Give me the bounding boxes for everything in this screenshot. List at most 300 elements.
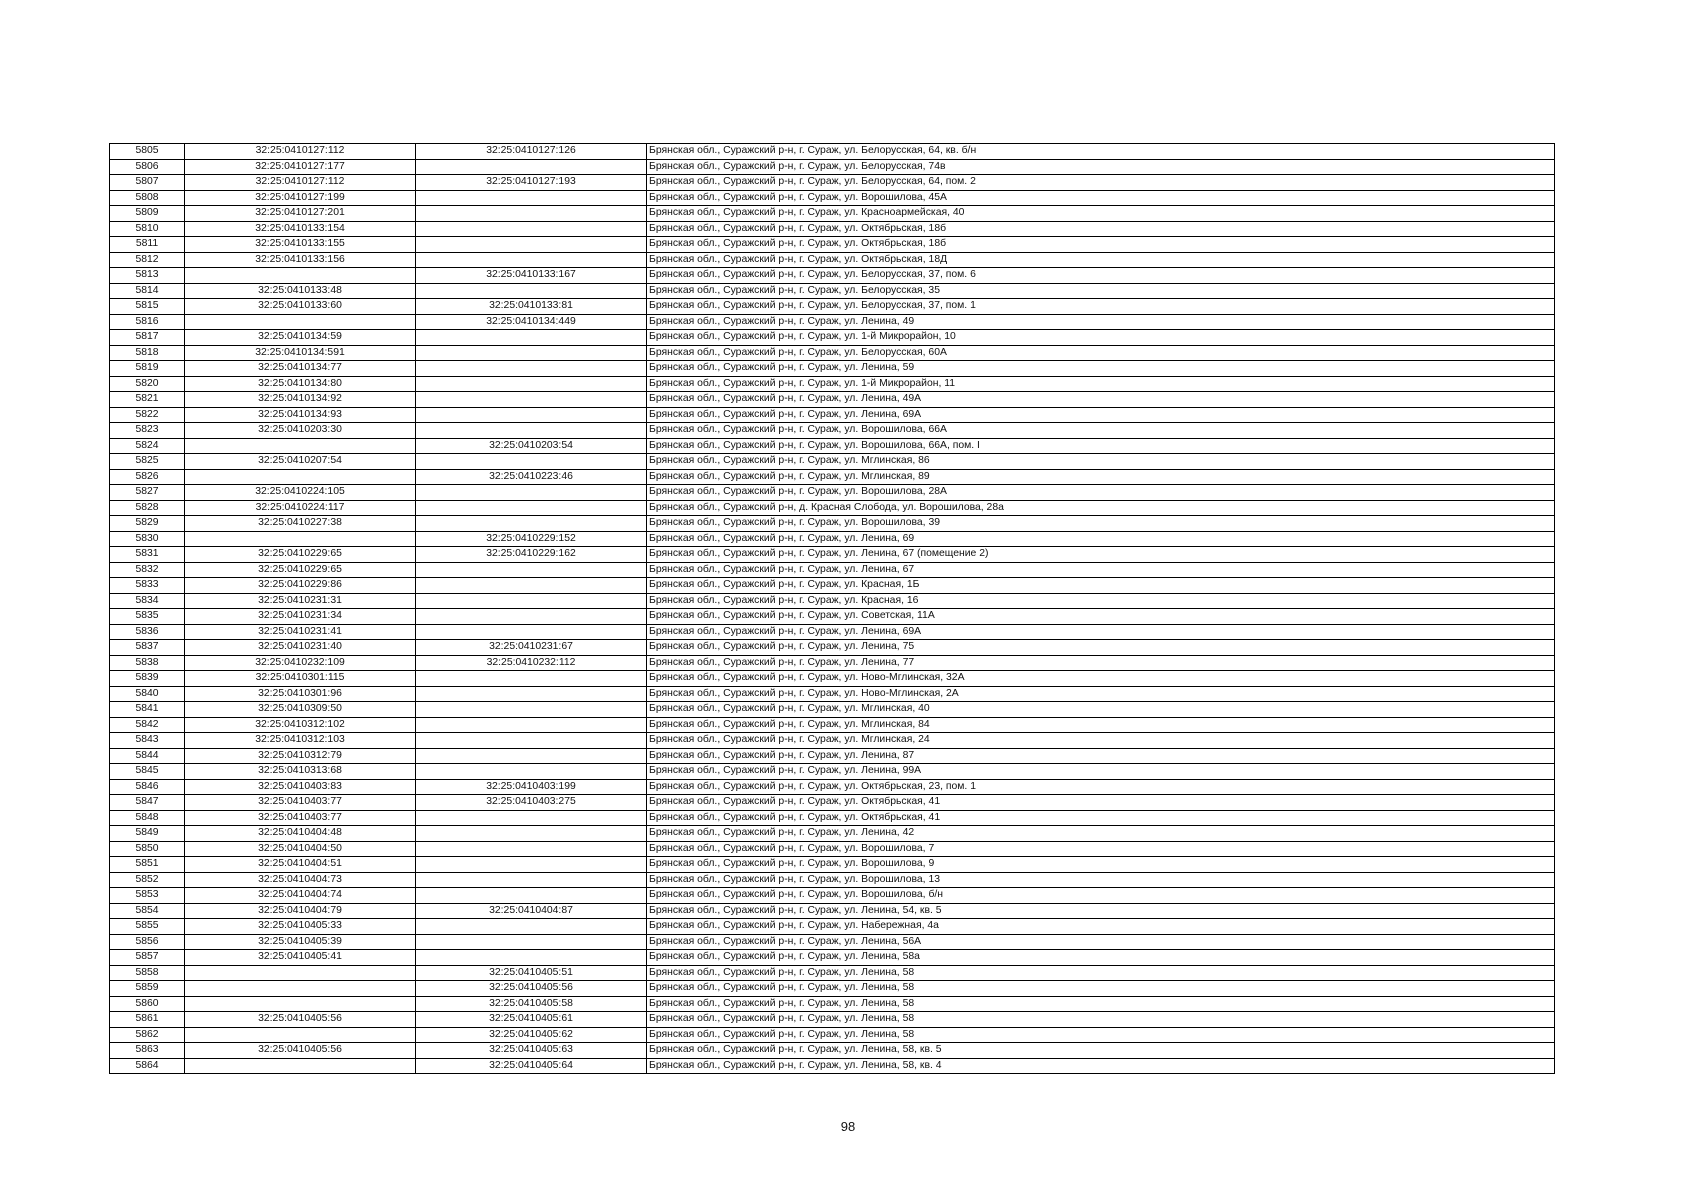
cadastral-number-land-cell: 32:25:0410229:65 — [185, 547, 416, 563]
row-number-cell: 5817 — [110, 330, 185, 346]
cadastral-number-land-cell: 32:25:0410224:105 — [185, 485, 416, 501]
row-number-cell: 5837 — [110, 640, 185, 656]
address-cell: Брянская обл., Суражский р-н, г. Сураж, ул. Мглинская, 89 — [647, 469, 1555, 485]
cadastral-number-building-cell — [416, 733, 647, 749]
address-cell: Брянская обл., Суражский р-н, г. Сураж, ул. Красная, 1Б — [647, 578, 1555, 594]
row-number-cell: 5827 — [110, 485, 185, 501]
cadastral-number-building-cell — [416, 609, 647, 625]
table-row — [110, 268, 1555, 284]
cadastral-number-building-cell: 32:25:0410133:81 — [416, 299, 647, 315]
table-row — [110, 764, 1555, 780]
cadastral-number-land-cell — [185, 314, 416, 330]
table-row — [110, 686, 1555, 702]
cadastral-number-land-cell: 32:25:0410127:112 — [185, 144, 416, 160]
cadastral-number-land-cell — [185, 965, 416, 981]
cadastral-number-building-cell: 32:25:0410133:167 — [416, 268, 647, 284]
address-cell: Брянская обл., Суражский р-н, г. Сураж, ул. Октябрьская, 18Д — [647, 252, 1555, 268]
table-row — [110, 655, 1555, 671]
row-number-cell: 5838 — [110, 655, 185, 671]
address-cell: Брянская обл., Суражский р-н, г. Сураж, ул. Ленина, 58 — [647, 1027, 1555, 1043]
table-row — [110, 934, 1555, 950]
cadastral-number-building-cell — [416, 764, 647, 780]
address-cell: Брянская обл., Суражский р-н, г. Сураж, ул. Ново-Мглинская, 32А — [647, 671, 1555, 687]
table-row — [110, 299, 1555, 315]
cadastral-number-building-cell — [416, 345, 647, 361]
cadastral-number-building-cell: 32:25:0410403:199 — [416, 779, 647, 795]
table-row — [110, 206, 1555, 222]
cadastral-number-land-cell: 32:25:0410127:201 — [185, 206, 416, 222]
cadastral-number-building-cell — [416, 872, 647, 888]
cadastral-number-building-cell — [416, 407, 647, 423]
address-cell: Брянская обл., Суражский р-н, г. Сураж, ул. Ворошилова, 66А, пом. I — [647, 438, 1555, 454]
table-row — [110, 919, 1555, 935]
address-cell: Брянская обл., Суражский р-н, г. Сураж, ул. Ленина, 58 — [647, 996, 1555, 1012]
cadastral-number-building-cell — [416, 919, 647, 935]
table-row — [110, 733, 1555, 749]
address-cell: Брянская обл., Суражский р-н, г. Сураж, ул. Ленина, 58а — [647, 950, 1555, 966]
address-cell: Брянская обл., Суражский р-н, г. Сураж, ул. Ворошилова, б/н — [647, 888, 1555, 904]
table-row — [110, 640, 1555, 656]
row-number-cell: 5859 — [110, 981, 185, 997]
cadastral-number-building-cell — [416, 888, 647, 904]
row-number-cell: 5806 — [110, 159, 185, 175]
cadastral-number-building-cell: 32:25:0410405:51 — [416, 965, 647, 981]
table-row — [110, 361, 1555, 377]
table-row — [110, 175, 1555, 191]
table-row — [110, 547, 1555, 563]
row-number-cell: 5853 — [110, 888, 185, 904]
table-row — [110, 190, 1555, 206]
table-row — [110, 500, 1555, 516]
table-row — [110, 252, 1555, 268]
table-row — [110, 1012, 1555, 1028]
address-cell: Брянская обл., Суражский р-н, г. Сураж, ул. Октябрьская, 41 — [647, 795, 1555, 811]
table-row — [110, 562, 1555, 578]
cadastral-number-land-cell: 32:25:0410134:93 — [185, 407, 416, 423]
cadastral-number-building-cell — [416, 826, 647, 842]
row-number-cell: 5851 — [110, 857, 185, 873]
cadastral-number-building-cell: 32:25:0410232:112 — [416, 655, 647, 671]
cadastral-number-land-cell — [185, 996, 416, 1012]
row-number-cell: 5857 — [110, 950, 185, 966]
table-row — [110, 531, 1555, 547]
row-number-cell: 5818 — [110, 345, 185, 361]
cadastral-number-building-cell — [416, 702, 647, 718]
cadastral-number-building-cell — [416, 392, 647, 408]
row-number-cell: 5855 — [110, 919, 185, 935]
cadastral-number-land-cell: 32:25:0410405:56 — [185, 1043, 416, 1059]
address-cell: Брянская обл., Суражский р-н, г. Сураж, ул. Ленина, 56А — [647, 934, 1555, 950]
cadastral-number-building-cell — [416, 283, 647, 299]
address-cell: Брянская обл., Суражский р-н, г. Сураж, ул. Ленина, 58 — [647, 1012, 1555, 1028]
table-row — [110, 903, 1555, 919]
cadastral-number-building-cell — [416, 950, 647, 966]
row-number-cell: 5856 — [110, 934, 185, 950]
table-row — [110, 376, 1555, 392]
row-number-cell: 5833 — [110, 578, 185, 594]
row-number-cell: 5844 — [110, 748, 185, 764]
cadastral-number-land-cell: 32:25:0410224:117 — [185, 500, 416, 516]
address-cell: Брянская обл., Суражский р-н, г. Сураж, ул. Октябрьская, 23, пом. 1 — [647, 779, 1555, 795]
cadastral-number-building-cell: 32:25:0410405:62 — [416, 1027, 647, 1043]
row-number-cell: 5809 — [110, 206, 185, 222]
cadastral-number-building-cell: 32:25:0410127:193 — [416, 175, 647, 191]
cadastral-number-land-cell: 32:25:0410232:109 — [185, 655, 416, 671]
cadastral-number-land-cell: 32:25:0410404:79 — [185, 903, 416, 919]
table-row — [110, 314, 1555, 330]
row-number-cell: 5849 — [110, 826, 185, 842]
address-cell: Брянская обл., Суражский р-н, г. Сураж, ул. Ворошилова, 13 — [647, 872, 1555, 888]
address-cell: Брянская обл., Суражский р-н, г. Сураж, ул. Мглинская, 24 — [647, 733, 1555, 749]
row-number-cell: 5822 — [110, 407, 185, 423]
table-row — [110, 407, 1555, 423]
table-row — [110, 1027, 1555, 1043]
row-number-cell: 5848 — [110, 810, 185, 826]
table-row — [110, 1058, 1555, 1074]
row-number-cell: 5852 — [110, 872, 185, 888]
row-number-cell: 5810 — [110, 221, 185, 237]
cadastral-number-land-cell: 32:25:0410133:156 — [185, 252, 416, 268]
table-row — [110, 283, 1555, 299]
row-number-cell: 5835 — [110, 609, 185, 625]
cadastral-number-land-cell: 32:25:0410403:83 — [185, 779, 416, 795]
cadastral-number-building-cell — [416, 454, 647, 470]
cadastral-number-land-cell: 32:25:0410229:86 — [185, 578, 416, 594]
cadastral-number-land-cell: 32:25:0410301:96 — [185, 686, 416, 702]
cadastral-number-land-cell — [185, 1058, 416, 1074]
table-row — [110, 624, 1555, 640]
cadastral-number-land-cell: 32:25:0410405:41 — [185, 950, 416, 966]
table-row — [110, 965, 1555, 981]
cadastral-number-land-cell — [185, 981, 416, 997]
table-row — [110, 593, 1555, 609]
address-cell: Брянская обл., Суражский р-н, г. Сураж, ул. 1-й Микрорайон, 10 — [647, 330, 1555, 346]
address-cell: Брянская обл., Суражский р-н, г. Сураж, ул. Ленина, 69А — [647, 624, 1555, 640]
cadastral-number-land-cell: 32:25:0410405:39 — [185, 934, 416, 950]
cadastral-number-building-cell: 32:25:0410223:46 — [416, 469, 647, 485]
address-cell: Брянская обл., Суражский р-н, г. Сураж, ул. Ворошилова, 28А — [647, 485, 1555, 501]
table-row — [110, 144, 1555, 160]
cadastral-number-land-cell: 32:25:0410403:77 — [185, 795, 416, 811]
cadastral-number-land-cell: 32:25:0410403:77 — [185, 810, 416, 826]
cadastral-number-land-cell: 32:25:0410404:74 — [185, 888, 416, 904]
table-row — [110, 423, 1555, 439]
table-row — [110, 981, 1555, 997]
table-row — [110, 1043, 1555, 1059]
row-number-cell: 5808 — [110, 190, 185, 206]
cadastral-number-building-cell — [416, 624, 647, 640]
cadastral-number-land-cell: 32:25:0410312:102 — [185, 717, 416, 733]
cadastral-number-land-cell: 32:25:0410405:56 — [185, 1012, 416, 1028]
address-cell: Брянская обл., Суражский р-н, г. Сураж, ул. Октябрьская, 18б — [647, 237, 1555, 253]
cadastral-number-building-cell — [416, 237, 647, 253]
address-cell: Брянская обл., Суражский р-н, г. Сураж, ул. Ленина, 42 — [647, 826, 1555, 842]
cadastral-number-land-cell: 32:25:0410312:103 — [185, 733, 416, 749]
cadastral-number-land-cell: 32:25:0410127:177 — [185, 159, 416, 175]
cadastral-number-building-cell: 32:25:0410405:63 — [416, 1043, 647, 1059]
row-number-cell: 5828 — [110, 500, 185, 516]
row-number-cell: 5847 — [110, 795, 185, 811]
address-cell: Брянская обл., Суражский р-н, г. Сураж, ул. Ленина, 58, кв. 5 — [647, 1043, 1555, 1059]
table-row — [110, 237, 1555, 253]
cadastral-number-land-cell — [185, 531, 416, 547]
cadastral-number-land-cell: 32:25:0410207:54 — [185, 454, 416, 470]
cadastral-number-land-cell: 32:25:0410404:48 — [185, 826, 416, 842]
cadastral-number-building-cell — [416, 671, 647, 687]
cadastral-number-building-cell — [416, 485, 647, 501]
cadastral-number-land-cell — [185, 268, 416, 284]
records-table-body — [110, 144, 1555, 1074]
cadastral-number-building-cell: 32:25:0410405:58 — [416, 996, 647, 1012]
cadastral-number-land-cell: 32:25:0410133:60 — [185, 299, 416, 315]
cadastral-number-land-cell: 32:25:0410405:33 — [185, 919, 416, 935]
cadastral-number-land-cell: 32:25:0410127:112 — [185, 175, 416, 191]
address-cell: Брянская обл., Суражский р-н, г. Сураж, ул. Белорусская, 64, кв. б/н — [647, 144, 1555, 160]
row-number-cell: 5819 — [110, 361, 185, 377]
cadastral-number-building-cell — [416, 748, 647, 764]
table-row — [110, 872, 1555, 888]
address-cell: Брянская обл., Суражский р-н, г. Сураж, ул. Белорусская, 74в — [647, 159, 1555, 175]
row-number-cell: 5815 — [110, 299, 185, 315]
table-row — [110, 485, 1555, 501]
table-row — [110, 454, 1555, 470]
address-cell: Брянская обл., Суражский р-н, г. Сураж, ул. Красная, 16 — [647, 593, 1555, 609]
table-row — [110, 516, 1555, 532]
row-number-cell: 5839 — [110, 671, 185, 687]
cadastral-number-building-cell — [416, 423, 647, 439]
cadastral-number-building-cell — [416, 376, 647, 392]
row-number-cell: 5811 — [110, 237, 185, 253]
address-cell: Брянская обл., Суражский р-н, г. Сураж, ул. Ленина, 69 — [647, 531, 1555, 547]
cadastral-number-land-cell: 32:25:0410229:65 — [185, 562, 416, 578]
cadastral-number-building-cell — [416, 252, 647, 268]
cadastral-number-building-cell — [416, 857, 647, 873]
address-cell: Брянская обл., Суражский р-н, г. Сураж, ул. Мглинская, 86 — [647, 454, 1555, 470]
address-cell: Брянская обл., Суражский р-н, г. Сураж, ул. Белорусская, 37, пом. 1 — [647, 299, 1555, 315]
cadastral-number-building-cell — [416, 500, 647, 516]
cadastral-number-building-cell — [416, 516, 647, 532]
table-row — [110, 159, 1555, 175]
cadastral-number-building-cell — [416, 717, 647, 733]
row-number-cell: 5845 — [110, 764, 185, 780]
cadastral-number-building-cell: 32:25:0410403:275 — [416, 795, 647, 811]
table-row — [110, 221, 1555, 237]
address-cell: Брянская обл., Суражский р-н, г. Сураж, ул. Ленина, 58 — [647, 965, 1555, 981]
address-cell: Брянская обл., Суражский р-н, г. Сураж, ул. Ленина, 58 — [647, 981, 1555, 997]
row-number-cell: 5805 — [110, 144, 185, 160]
cadastral-number-building-cell — [416, 159, 647, 175]
row-number-cell: 5821 — [110, 392, 185, 408]
address-cell: Брянская обл., Суражский р-н, г. Сураж, ул. Ворошилова, 45А — [647, 190, 1555, 206]
cadastral-number-land-cell: 32:25:0410231:34 — [185, 609, 416, 625]
row-number-cell: 5823 — [110, 423, 185, 439]
row-number-cell: 5814 — [110, 283, 185, 299]
row-number-cell: 5830 — [110, 531, 185, 547]
cadastral-number-land-cell: 32:25:0410134:80 — [185, 376, 416, 392]
cadastral-number-building-cell — [416, 361, 647, 377]
row-number-cell: 5831 — [110, 547, 185, 563]
cadastral-number-building-cell: 32:25:0410134:449 — [416, 314, 647, 330]
table-row — [110, 857, 1555, 873]
row-number-cell: 5816 — [110, 314, 185, 330]
row-number-cell: 5863 — [110, 1043, 185, 1059]
address-cell: Брянская обл., Суражский р-н, г. Сураж, ул. Октябрьская, 41 — [647, 810, 1555, 826]
cadastral-number-land-cell: 32:25:0410309:50 — [185, 702, 416, 718]
table-row — [110, 438, 1555, 454]
address-cell: Брянская обл., Суражский р-н, г. Сураж, ул. Белорусская, 37, пом. 6 — [647, 268, 1555, 284]
address-cell: Брянская обл., Суражский р-н, г. Сураж, ул. Белорусская, 35 — [647, 283, 1555, 299]
cadastral-number-building-cell: 32:25:0410405:64 — [416, 1058, 647, 1074]
table-row — [110, 996, 1555, 1012]
row-number-cell: 5860 — [110, 996, 185, 1012]
cadastral-number-land-cell: 32:25:0410203:30 — [185, 423, 416, 439]
address-cell: Брянская обл., Суражский р-н, д. Красная Слобода, ул. Ворошилова, 28а — [647, 500, 1555, 516]
row-number-cell: 5836 — [110, 624, 185, 640]
cadastral-number-building-cell — [416, 206, 647, 222]
row-number-cell: 5832 — [110, 562, 185, 578]
cadastral-number-building-cell: 32:25:0410405:61 — [416, 1012, 647, 1028]
cadastral-number-building-cell: 32:25:0410229:162 — [416, 547, 647, 563]
table-row — [110, 779, 1555, 795]
cadastral-number-land-cell: 32:25:0410312:79 — [185, 748, 416, 764]
cadastral-number-building-cell: 32:25:0410405:56 — [416, 981, 647, 997]
table-row — [110, 826, 1555, 842]
table-row — [110, 702, 1555, 718]
cadastral-number-land-cell: 32:25:0410127:199 — [185, 190, 416, 206]
cadastral-number-land-cell: 32:25:0410313:68 — [185, 764, 416, 780]
row-number-cell: 5812 — [110, 252, 185, 268]
address-cell: Брянская обл., Суражский р-н, г. Сураж, ул. Мглинская, 84 — [647, 717, 1555, 733]
cadastral-number-building-cell: 32:25:0410231:67 — [416, 640, 647, 656]
cadastral-number-building-cell — [416, 810, 647, 826]
address-cell: Брянская обл., Суражский р-н, г. Сураж, ул. Ворошилова, 66А — [647, 423, 1555, 439]
address-cell: Брянская обл., Суражский р-н, г. Сураж, ул. 1-й Микрорайон, 11 — [647, 376, 1555, 392]
row-number-cell: 5862 — [110, 1027, 185, 1043]
row-number-cell: 5841 — [110, 702, 185, 718]
address-cell: Брянская обл., Суражский р-н, г. Сураж, ул. Ленина, 67 (помещение 2) — [647, 547, 1555, 563]
cadastral-number-land-cell — [185, 469, 416, 485]
cadastral-number-land-cell: 32:25:0410134:77 — [185, 361, 416, 377]
cadastral-number-building-cell — [416, 934, 647, 950]
address-cell: Брянская обл., Суражский р-н, г. Сураж, ул. Ворошилова, 9 — [647, 857, 1555, 873]
row-number-cell: 5858 — [110, 965, 185, 981]
cadastral-number-land-cell: 32:25:0410231:41 — [185, 624, 416, 640]
cadastral-number-land-cell: 32:25:0410231:40 — [185, 640, 416, 656]
table-row — [110, 717, 1555, 733]
cadastral-number-land-cell: 32:25:0410134:92 — [185, 392, 416, 408]
address-cell: Брянская обл., Суражский р-н, г. Сураж, ул. Ленина, 99А — [647, 764, 1555, 780]
cadastral-number-building-cell — [416, 562, 647, 578]
cadastral-number-land-cell: 32:25:0410404:73 — [185, 872, 416, 888]
row-number-cell: 5829 — [110, 516, 185, 532]
address-cell: Брянская обл., Суражский р-н, г. Сураж, ул. Белорусская, 64, пом. 2 — [647, 175, 1555, 191]
row-number-cell: 5824 — [110, 438, 185, 454]
cadastral-number-land-cell — [185, 1027, 416, 1043]
cadastral-number-land-cell: 32:25:0410134:59 — [185, 330, 416, 346]
cadastral-number-land-cell: 32:25:0410134:591 — [185, 345, 416, 361]
table-row — [110, 748, 1555, 764]
cadastral-number-building-cell — [416, 221, 647, 237]
cadastral-number-land-cell: 32:25:0410227:38 — [185, 516, 416, 532]
row-number-cell: 5850 — [110, 841, 185, 857]
table-row — [110, 795, 1555, 811]
address-cell: Брянская обл., Суражский р-н, г. Сураж, ул. Ленина, 54, кв. 5 — [647, 903, 1555, 919]
cadastral-number-land-cell: 32:25:0410133:48 — [185, 283, 416, 299]
table-row — [110, 330, 1555, 346]
address-cell: Брянская обл., Суражский р-н, г. Сураж, ул. Ленина, 69А — [647, 407, 1555, 423]
table-row — [110, 950, 1555, 966]
records-table — [109, 143, 1555, 1074]
row-number-cell: 5826 — [110, 469, 185, 485]
row-number-cell: 5842 — [110, 717, 185, 733]
cadastral-number-building-cell: 32:25:0410404:87 — [416, 903, 647, 919]
cadastral-number-building-cell — [416, 578, 647, 594]
address-cell: Брянская обл., Суражский р-н, г. Сураж, ул. Ленина, 49 — [647, 314, 1555, 330]
row-number-cell: 5861 — [110, 1012, 185, 1028]
cadastral-number-building-cell — [416, 330, 647, 346]
cadastral-number-land-cell: 32:25:0410404:51 — [185, 857, 416, 873]
table-row — [110, 469, 1555, 485]
address-cell: Брянская обл., Суражский р-н, г. Сураж, ул. Ленина, 58, кв. 4 — [647, 1058, 1555, 1074]
page-number: 98 — [840, 1119, 856, 1134]
cadastral-number-land-cell: 32:25:0410133:155 — [185, 237, 416, 253]
table-row — [110, 810, 1555, 826]
table-row — [110, 345, 1555, 361]
table-row — [110, 841, 1555, 857]
address-cell: Брянская обл., Суражский р-н, г. Сураж, ул. Ленина, 59 — [647, 361, 1555, 377]
cadastral-number-land-cell: 32:25:0410133:154 — [185, 221, 416, 237]
row-number-cell: 5846 — [110, 779, 185, 795]
table-row — [110, 578, 1555, 594]
cadastral-number-land-cell — [185, 438, 416, 454]
row-number-cell: 5820 — [110, 376, 185, 392]
table-row — [110, 888, 1555, 904]
row-number-cell: 5834 — [110, 593, 185, 609]
table-row — [110, 609, 1555, 625]
cadastral-number-land-cell: 32:25:0410301:115 — [185, 671, 416, 687]
row-number-cell: 5807 — [110, 175, 185, 191]
address-cell: Брянская обл., Суражский р-н, г. Сураж, ул. Ново-Мглинская, 2А — [647, 686, 1555, 702]
address-cell: Брянская обл., Суражский р-н, г. Сураж, ул. Ленина, 87 — [647, 748, 1555, 764]
address-cell: Брянская обл., Суражский р-н, г. Сураж, ул. Ворошилова, 39 — [647, 516, 1555, 532]
address-cell: Брянская обл., Суражский р-н, г. Сураж, ул. Ленина, 77 — [647, 655, 1555, 671]
cadastral-number-building-cell: 32:25:0410203:54 — [416, 438, 647, 454]
cadastral-number-land-cell: 32:25:0410231:31 — [185, 593, 416, 609]
address-cell: Брянская обл., Суражский р-н, г. Сураж, ул. Ленина, 75 — [647, 640, 1555, 656]
address-cell: Брянская обл., Суражский р-н, г. Сураж, ул. Советская, 11А — [647, 609, 1555, 625]
cadastral-number-building-cell — [416, 593, 647, 609]
row-number-cell: 5864 — [110, 1058, 185, 1074]
row-number-cell: 5825 — [110, 454, 185, 470]
cadastral-number-building-cell: 32:25:0410127:126 — [416, 144, 647, 160]
table-row — [110, 671, 1555, 687]
address-cell: Брянская обл., Суражский р-н, г. Сураж, ул. Ленина, 67 — [647, 562, 1555, 578]
cadastral-number-land-cell: 32:25:0410404:50 — [185, 841, 416, 857]
address-cell: Брянская обл., Суражский р-н, г. Сураж, ул. Белорусская, 60А — [647, 345, 1555, 361]
row-number-cell: 5813 — [110, 268, 185, 284]
cadastral-number-building-cell: 32:25:0410229:152 — [416, 531, 647, 547]
address-cell: Брянская обл., Суражский р-н, г. Сураж, ул. Мглинская, 40 — [647, 702, 1555, 718]
cadastral-number-building-cell — [416, 190, 647, 206]
address-cell: Брянская обл., Суражский р-н, г. Сураж, ул. Красноармейская, 40 — [647, 206, 1555, 222]
cadastral-number-building-cell — [416, 841, 647, 857]
row-number-cell: 5840 — [110, 686, 185, 702]
row-number-cell: 5854 — [110, 903, 185, 919]
row-number-cell: 5843 — [110, 733, 185, 749]
cadastral-number-building-cell — [416, 686, 647, 702]
address-cell: Брянская обл., Суражский р-н, г. Сураж, ул. Ворошилова, 7 — [647, 841, 1555, 857]
address-cell: Брянская обл., Суражский р-н, г. Сураж, ул. Октябрьская, 18б — [647, 221, 1555, 237]
